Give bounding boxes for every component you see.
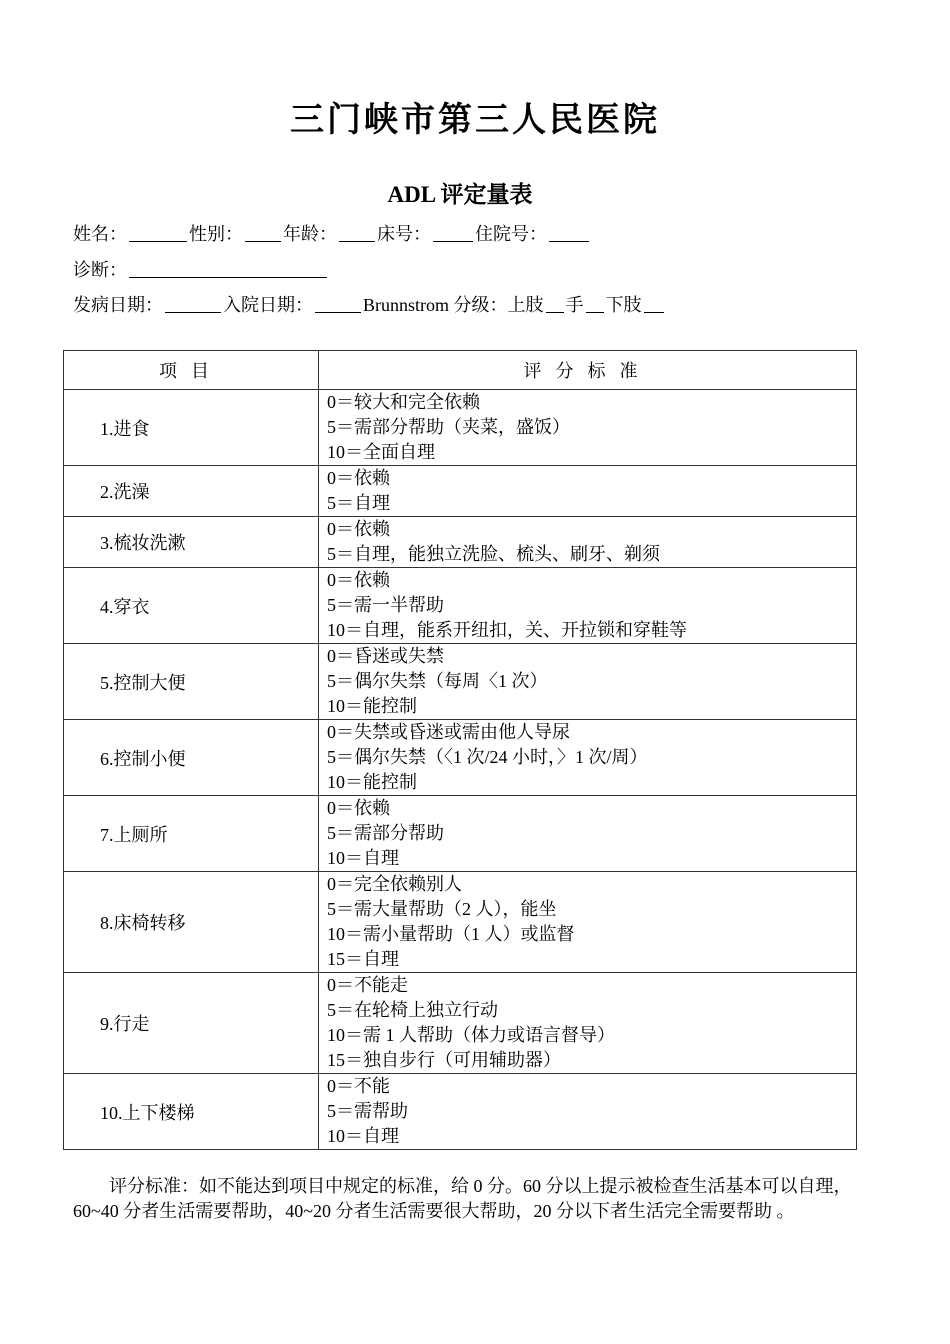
criteria-line: 0＝依赖	[327, 468, 390, 488]
item-cell: 8.床椅转移	[64, 872, 319, 973]
upper-limb-label: 上肢	[507, 295, 544, 315]
criteria-line: 5＝需帮助	[327, 1101, 408, 1121]
criteria-line: 10＝需 1 人帮助（体力或语言督导）	[327, 1025, 615, 1045]
criteria-line: 0＝不能走	[327, 975, 408, 995]
criteria-cell	[319, 973, 857, 1074]
table-row	[64, 973, 857, 1074]
criteria-cell	[319, 872, 857, 973]
admit-date-field[interactable]	[315, 296, 361, 313]
lower-limb-field[interactable]	[644, 296, 664, 313]
table-row	[64, 720, 857, 796]
item-cell: 6.控制小便	[64, 720, 319, 796]
criteria-line: 10＝自理，能系开纽扣，关、开拉锁和穿鞋等	[327, 620, 687, 640]
form-title: ADL 评定量表	[387, 182, 533, 207]
patient-info-line-1	[73, 220, 591, 246]
scoring-note: 评分标准：如不能达到项目中规定的标准，给 0 分。60 分以上提示被检查生活基本可以自理，60~40 分者生活需要帮助，40~20 分者生活需要很大帮助，20 分以下者生活完全需要帮助 。	[73, 1176, 852, 1221]
criteria-line: 10＝需小量帮助（1 人）或监督	[327, 924, 575, 944]
admission-no-field[interactable]	[549, 225, 589, 242]
criteria-line: 10＝自理	[327, 848, 399, 868]
hand-field[interactable]	[586, 296, 604, 313]
upper-limb-field[interactable]	[546, 296, 564, 313]
item-cell: 10.上下楼梯	[64, 1074, 319, 1150]
diagnosis-label: 诊断：	[73, 260, 127, 280]
column-header-item: 项目	[64, 351, 319, 390]
criteria-line: 15＝自理	[327, 949, 399, 969]
item-cell: 7.上厕所	[64, 796, 319, 872]
criteria-line: 5＝需部分帮助（夹菜，盛饭）	[327, 417, 570, 437]
criteria-cell	[319, 466, 857, 517]
table-row	[64, 517, 857, 568]
table-row	[64, 796, 857, 872]
diagnosis-field[interactable]	[129, 261, 327, 278]
gender-label: 性别：	[189, 224, 243, 244]
criteria-line: 5＝需大量帮助（2 人），能坐	[327, 899, 557, 919]
item-cell: 9.行走	[64, 973, 319, 1074]
criteria-line: 0＝完全依赖别人	[327, 874, 462, 894]
table-row	[64, 644, 857, 720]
item-cell: 5.控制大便	[64, 644, 319, 720]
item-cell: 4.穿衣	[64, 568, 319, 644]
criteria-line: 0＝较大和完全依赖	[327, 392, 480, 412]
item-cell: 2.洗澡	[64, 466, 319, 517]
hand-label: 手	[565, 295, 584, 315]
criteria-line: 0＝依赖	[327, 798, 390, 818]
criteria-line: 10＝能控制	[327, 696, 417, 716]
table-row	[64, 390, 857, 466]
criteria-cell	[319, 720, 857, 796]
table-row	[64, 466, 857, 517]
criteria-line: 15＝独自步行（可用辅助器）	[327, 1050, 561, 1070]
bed-field[interactable]	[433, 225, 473, 242]
age-label: 年龄：	[283, 224, 337, 244]
gender-field[interactable]	[245, 225, 281, 242]
criteria-line: 5＝自理，能独立洗脸、梳头、刷牙、剃须	[327, 544, 660, 564]
criteria-cell	[319, 390, 857, 466]
name-label: 姓名：	[73, 224, 127, 244]
item-cell: 1.进食	[64, 390, 319, 466]
admission-no-label: 住院号：	[475, 224, 547, 244]
criteria-cell	[319, 644, 857, 720]
criteria-line: 5＝偶尔失禁（〈1 次/24 小时，〉1 次/周）	[327, 747, 648, 767]
onset-date-field[interactable]	[165, 296, 221, 313]
lower-limb-label: 下肢	[605, 295, 642, 315]
criteria-line: 5＝需一半帮助	[327, 595, 444, 615]
criteria-line: 0＝不能	[327, 1076, 390, 1096]
criteria-cell	[319, 568, 857, 644]
criteria-cell	[319, 796, 857, 872]
patient-info-line-2	[73, 256, 329, 282]
admit-date-label: 入院日期：	[223, 295, 313, 315]
adl-score-table	[63, 350, 857, 1150]
criteria-line: 0＝失禁或昏迷或需由他人导尿	[327, 722, 570, 742]
criteria-line: 0＝依赖	[327, 519, 390, 539]
criteria-cell	[319, 1074, 857, 1150]
table-row	[64, 1074, 857, 1150]
criteria-line: 5＝自理	[327, 493, 390, 513]
criteria-line: 10＝自理	[327, 1126, 399, 1146]
criteria-line: 5＝需部分帮助	[327, 823, 444, 843]
column-header-criteria: 评分标准	[319, 351, 857, 390]
age-field[interactable]	[339, 225, 375, 242]
criteria-line: 10＝全面自理	[327, 442, 435, 462]
name-field[interactable]	[129, 225, 187, 242]
table-header-row	[64, 351, 857, 390]
criteria-line: 5＝偶尔失禁（每周〈1 次）	[327, 671, 548, 691]
hospital-name: 三门峡市第三人民医院	[290, 100, 660, 140]
criteria-cell	[319, 517, 857, 568]
criteria-line: 5＝在轮椅上独立行动	[327, 1000, 498, 1020]
item-cell: 3.梳妆洗漱	[64, 517, 319, 568]
patient-info-line-3	[73, 291, 666, 317]
criteria-line: 10＝能控制	[327, 772, 417, 792]
bed-label: 床号：	[377, 224, 431, 244]
criteria-line: 0＝昏迷或失禁	[327, 646, 444, 666]
brunnstrom-label: Brunnstrom 分级：	[363, 295, 508, 315]
onset-date-label: 发病日期：	[73, 295, 163, 315]
criteria-line: 0＝依赖	[327, 570, 390, 590]
table-row	[64, 568, 857, 644]
table-row	[64, 872, 857, 973]
